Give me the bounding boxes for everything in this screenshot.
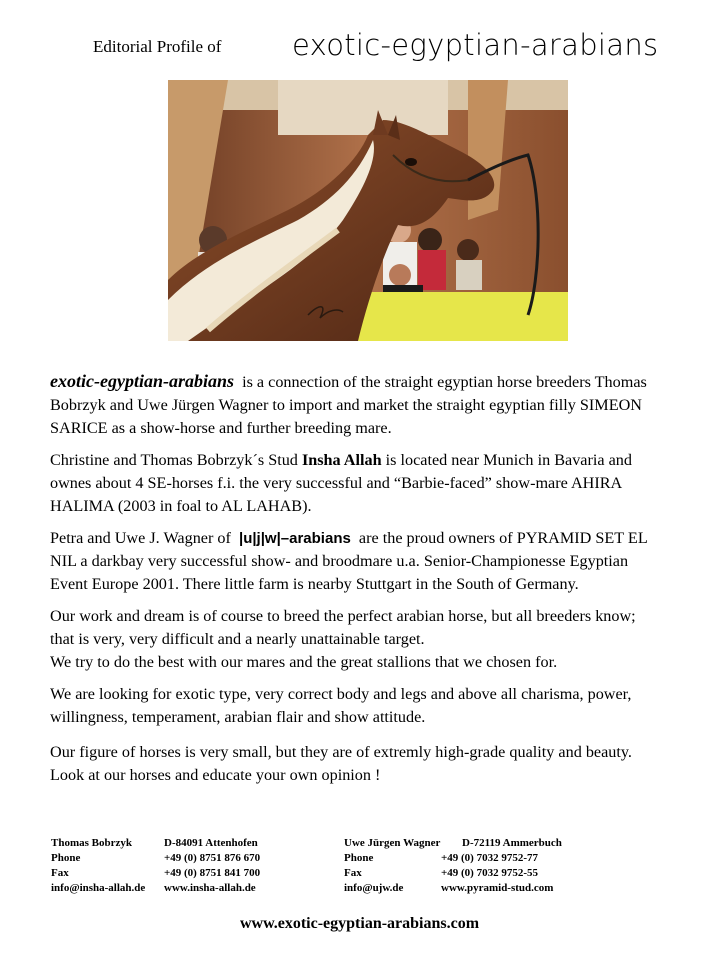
contact-name: Thomas Bobrzyk xyxy=(51,837,132,849)
email-link[interactable]: info@ujw.de xyxy=(344,882,404,894)
ujw-brand: |u|j|w|–arabians xyxy=(239,530,351,547)
web-link[interactable]: www.insha-allah.de xyxy=(164,882,256,894)
intro-brand: exotic-egyptian-arabians xyxy=(50,371,234,391)
article-body xyxy=(50,370,660,796)
fax-number: +49 (0) 7032 9752-55 xyxy=(441,867,539,879)
email-link[interactable]: info@insha-allah.de xyxy=(51,882,146,894)
intro-paragraph xyxy=(50,370,660,440)
phone-number: +49 (0) 7032 9752-77 xyxy=(441,852,539,864)
stud-name: Insha Allah xyxy=(301,451,382,469)
fax-number: +49 (0) 8751 841 700 xyxy=(164,867,261,879)
horse-photo xyxy=(168,80,568,341)
contact-name: Uwe Jürgen Wagner xyxy=(344,837,441,849)
contact-wagner xyxy=(344,836,562,896)
dream-line-2: We try to do the best with our mares and the great stallions that we chosen for. xyxy=(50,653,558,671)
fax-label: Fax xyxy=(51,867,69,879)
contact-bobrzyk xyxy=(51,836,260,896)
website-link[interactable]: www.exotic-egyptian-arabians.com xyxy=(239,915,480,932)
stud-text-before: Christine and Thomas Bobrzyk´s Stud xyxy=(50,451,298,469)
web-link[interactable]: www.pyramid-stud.com xyxy=(441,882,554,894)
wagner-text-after: are the proud owners of PYRAMID SET EL NIL a darkbay very successful show- and broodmare u.a. Senior-Championesse Egyptian Event Europe 2001. There little farm is nearby Stuttgart in the South of Germany. xyxy=(50,529,648,593)
contact-address: D-84091 Attenhofen xyxy=(164,837,258,849)
phone-number: +49 (0) 8751 876 670 xyxy=(164,852,261,864)
dream-paragraph xyxy=(50,605,660,674)
contact-address: D-72119 Ammerbuch xyxy=(462,837,562,849)
horse-photo-illustration xyxy=(168,80,568,341)
header-label: Editorial Profile of xyxy=(93,37,222,56)
phone-label: Phone xyxy=(51,852,81,864)
phone-label: Phone xyxy=(344,852,374,864)
figure-paragraph: Our figure of horses is very small, but they are of extremly high-grade quality and beauty. Look at our horses and educate your own opinion ! xyxy=(50,743,632,784)
stud-text-after: is located near Munich in Bavaria and ownes about 4 SE-horses f.i. the very successful and “Barbie-faced” show-mare AHIRA HALIMA (2003 in foal to AL LAHAB). xyxy=(50,451,632,515)
header xyxy=(0,28,719,68)
wagner-text-before: Petra and Uwe J. Wagner of xyxy=(50,529,231,547)
stud-paragraph xyxy=(50,449,660,518)
dream-line-1: Our work and dream is of course to breed the perfect arabian horse, but all breeders know; that is very, very difficult and a nearly unattainable target. xyxy=(50,607,636,648)
wagner-paragraph xyxy=(50,527,660,596)
intro-text: is a connection of the straight egyptian horse breeders Thomas Bobrzyk and Uwe Jürgen Wagner to import and market the straight egyptian filly SIMEON SARICE as a show-horse and further breeding mare. xyxy=(50,373,647,437)
looking-for-paragraph: We are looking for exotic type, very correct body and legs and above all charisma, power, willingness, temperament, arabian flair and show attitude. xyxy=(50,685,632,726)
fax-label: Fax xyxy=(344,867,362,879)
header-brand: exotic-egyptian-arabians xyxy=(292,28,659,62)
